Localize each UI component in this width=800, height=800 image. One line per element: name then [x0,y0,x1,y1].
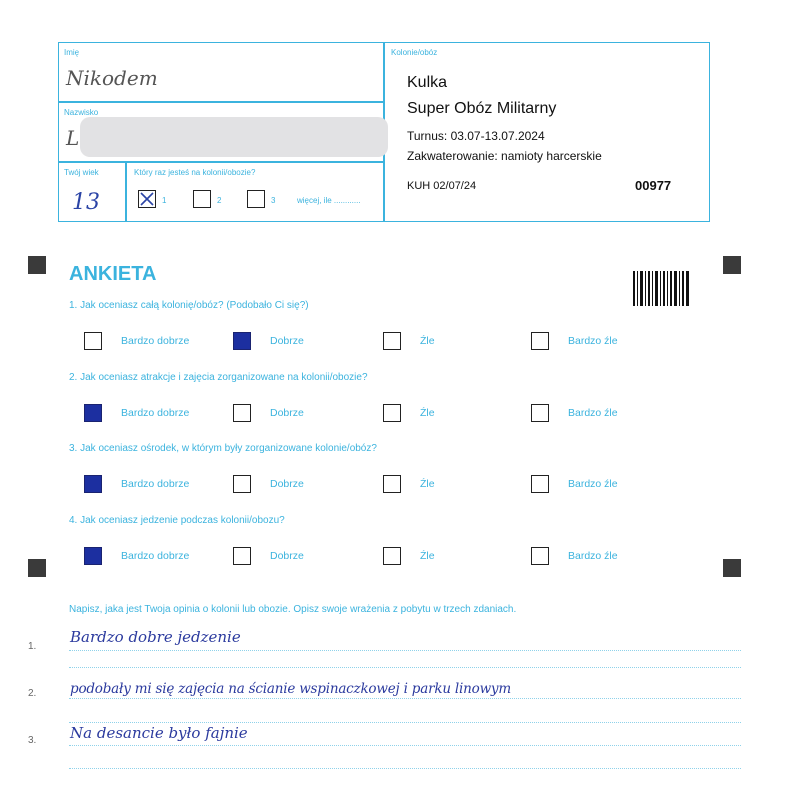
answer-number-3: 3. [28,735,37,746]
question-3-text: 3. Jak oceniasz ośrodek, w którym były zorganizowane kolonie/obóz? [69,443,377,454]
question-3-checkbox-2[interactable] [233,475,251,493]
ktory-raz-option-3: 3 [271,196,276,205]
check-mark-icon [139,191,155,207]
question-2-checkbox-3[interactable] [383,404,401,422]
answer-line-2b [69,722,741,723]
question-2-checkbox-2[interactable] [233,404,251,422]
camp-name: Kulka [407,74,448,91]
question-2-checkbox-4[interactable] [531,404,549,422]
question-2-option-3: Źle [420,407,435,419]
question-4-checkbox-4[interactable] [531,547,549,565]
question-1-checkbox-1[interactable] [84,332,102,350]
question-4-checkbox-3[interactable] [383,547,401,565]
question-2-checkbox-1[interactable] [84,404,102,422]
header-divider-2 [58,161,384,163]
answer-line-2 [69,698,741,699]
barcode-icon [633,271,689,306]
question-1-option-3: Źle [420,335,435,347]
answer-line-3 [69,745,741,746]
ktory-raz-checkbox-3[interactable] [247,190,265,208]
header-divider-age [125,161,127,222]
question-2-option-2: Dobrze [270,407,304,419]
turnus: Turnus: 03.07-13.07.2024 [407,129,545,143]
wiek-label: Twój wiek [64,168,99,177]
wiek-value[interactable]: 13 [72,190,100,215]
registration-marker-top-right [723,256,741,274]
question-3-checkbox-4[interactable] [531,475,549,493]
question-1-checkbox-4[interactable] [531,332,549,350]
question-2-option-1: Bardzo dobrze [121,407,190,419]
ktory-raz-option-2: 2 [217,196,222,205]
question-4-option-3: Źle [420,550,435,562]
kolonie-label: Kolonie/obóz [391,48,438,57]
question-1-option-4: Bardzo źle [568,335,618,347]
question-2-option-4: Bardzo źle [568,407,618,419]
question-4-option-4: Bardzo źle [568,550,618,562]
ktory-raz-more: więcej, ile ............ [297,196,361,205]
question-1-checkbox-2[interactable] [233,332,251,350]
question-2-text: 2. Jak oceniasz atrakcje i zajęcia zorganizowane na kolonii/obozie? [69,372,368,383]
opinion-prompt: Napisz, jaka jest Twoja opinia o kolonii lub obozie. Opisz swoje wrażenia z pobytu w trzech zdaniach. [69,604,517,615]
imie-value[interactable]: Nikodem [66,66,158,90]
zakwaterowanie: Zakwaterowanie: namioty harcerskie [407,149,602,163]
answer-text-1[interactable]: Bardzo dobre jedzenie [70,628,241,646]
survey-title: ANKIETA [69,263,157,285]
redaction-bar [80,117,388,157]
answer-text-3[interactable]: Na desancie było fajnie [70,724,248,742]
question-3-option-1: Bardzo dobrze [121,478,190,490]
registration-marker-bottom-right [723,559,741,577]
question-3-checkbox-3[interactable] [383,475,401,493]
header-divider-1 [58,101,384,103]
question-1-option-1: Bardzo dobrze [121,335,190,347]
camp-code: KUH 02/07/24 [407,180,477,192]
form-number: 00977 [635,178,672,193]
ktory-raz-label: Który raz jesteś na kolonii/obozie? [134,168,256,177]
nazwisko-value[interactable]: L [66,126,80,150]
answer-line-1 [69,650,741,651]
question-3-checkbox-1[interactable] [84,475,102,493]
question-1-text: 1. Jak oceniasz całą kolonię/obóz? (Podobało Ci się?) [69,300,309,311]
imie-label: Imię [64,48,80,57]
answer-line-3b [69,768,741,769]
ktory-raz-option-1: 1 [162,196,167,205]
question-1-checkbox-3[interactable] [383,332,401,350]
answer-number-1: 1. [28,641,37,652]
answer-line-1b [69,667,741,668]
answer-text-2[interactable]: podobały mi się zajęcia na ścianie wspinaczkowej i parku linowym [70,681,511,697]
question-3-option-2: Dobrze [270,478,304,490]
question-3-option-4: Bardzo źle [568,478,618,490]
answer-number-2: 2. [28,688,37,699]
question-3-option-3: Źle [420,478,435,490]
camp-type: Super Obóz Militarny [407,100,557,117]
nazwisko-label: Nazwisko [64,108,99,117]
question-4-checkbox-2[interactable] [233,547,251,565]
ktory-raz-checkbox-1[interactable] [138,190,156,208]
question-4-option-2: Dobrze [270,550,304,562]
question-4-checkbox-1[interactable] [84,547,102,565]
ktory-raz-checkbox-2[interactable] [193,190,211,208]
registration-marker-bottom-left [28,559,46,577]
question-4-option-1: Bardzo dobrze [121,550,190,562]
registration-marker-top-left [28,256,46,274]
question-4-text: 4. Jak oceniasz jedzenie podczas kolonii/obozu? [69,515,285,526]
question-1-option-2: Dobrze [270,335,304,347]
